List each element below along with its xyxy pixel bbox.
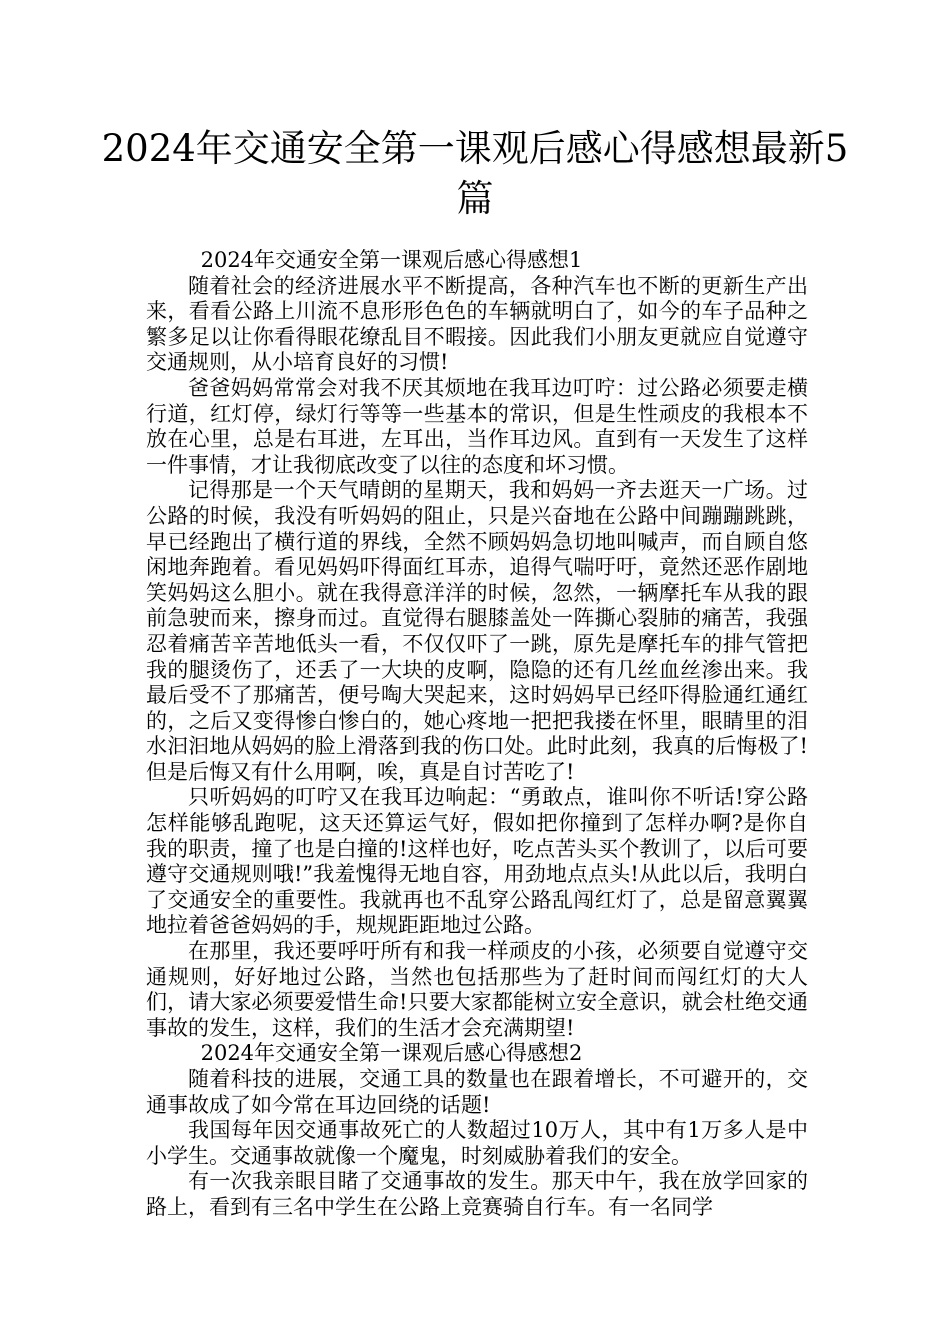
document-title: 2024年交通安全第一课观后感心得感想最新5篇 bbox=[101, 127, 849, 220]
paragraph: 随着社会的经济进展水平不断提高，各种汽车也不断的更新生产出来，看看公路上川流不息形形色色的车辆就明白了，如今的车子品种之繁多足以让你看得眼花缭乱目不暇接。因此我们小朋友更就应自觉遵守交通规则，从小培育良好的习惯! bbox=[146, 273, 808, 375]
section-heading: 2024年交通安全第一课观后感心得感想1 bbox=[200, 248, 583, 272]
paragraph: 有一次我亲眼目睹了交通事故的发生。那天中午，我在放学回家的路上，看到有三名中学生在公路上竞赛骑自行车。有一名同学 bbox=[146, 1169, 808, 1219]
paragraph: 在那里，我还要呼吁所有和我一样顽皮的小孩，必须要自觉遵守交通规则，好好地过公路，当然也包括那些为了赶时间而闯红灯的大人们，请大家必须要爱惜生命!只要大家都能树立安全意识，就会杜绝交通事故的发生，这样，我们的生活才会充满期望! bbox=[146, 939, 808, 1040]
paragraph: 爸爸妈妈常常会对我不厌其烦地在我耳边叮咛：过公路必须要走横行道，红灯停，绿灯行等等一些基本的常识，但是生性顽皮的我根本不放在心里，总是右耳进，左耳出，当作耳边风。直到有一天发生了这样一件事情，才让我彻底改变了以往的态度和坏习惯。 bbox=[146, 375, 808, 477]
section-heading: 2024年交通安全第一课观后感心得感想2 bbox=[200, 1041, 583, 1066]
paragraph: 随着科技的进展，交通工具的数量也在跟着增长，不可避开的，交通事故成了如今常在耳边回绕的话题! bbox=[146, 1067, 808, 1117]
paragraph: 只听妈妈的叮咛又在我耳边响起：“勇敢点，谁叫你不听话!穿公路怎样能够乱跑呢，这天还算运气好，假如把你撞到了怎样办啊?是你自我的职责，撞了也是白撞的!这样也好，吃点苦头买个教训了，以后可要遵守交通规则哦!”我羞愧得无地自容，用劲地点点头!从此以后，我明白了交通安全的重要性。我就再也不乱穿公路乱闯红灯了，总是留意翼翼地拉着爸爸妈妈的手，规规距距地过公路。 bbox=[146, 785, 808, 938]
paragraph: 记得那是一个天气晴朗的星期天，我和妈妈一齐去逛天一广场。过公路的时候，我没有听妈妈的阻止，只是兴奋地在公路中间蹦蹦跳跳，早已经跑出了横行道的界线，全然不顾妈妈急切地叫喊声，而自顾自悠闲地奔跑着。看见妈妈吓得面红耳赤，追得气喘吁吁，竟然还恶作剧地笑妈妈这么胆小。就在我得意洋洋的时候，忽然，一辆摩托车从我的跟前急驶而来，擦身而过。直觉得右腿膝盖处一阵撕心裂肺的痛苦，我强忍着痛苦辛苦地低头一看，不仅仅吓了一跳，原先是摩托车的排气管把我的腿烫伤了，还丢了一大块的皮啊，隐隐的还有几丝血丝渗出来。我最后受不了那痛苦，便号啕大哭起来，这时妈妈早已经吓得脸通红通红的，之后又变得惨白惨白的，她心疼地一把把我搂在怀里，眼睛里的泪水汩汩地从妈妈的脸上滑落到我的伤口处。此时此刻，我真的后悔极了!但是后悔又有什么用啊，唉，真是自讨苦吃了! bbox=[146, 478, 808, 784]
paragraph: 我国每年因交通事故死亡的人数超过10万人，其中有1万多人是中小学生。交通事故就像一个魔鬼，时刻威胁着我们的安全。 bbox=[146, 1118, 808, 1168]
document-body bbox=[146, 248, 808, 1221]
